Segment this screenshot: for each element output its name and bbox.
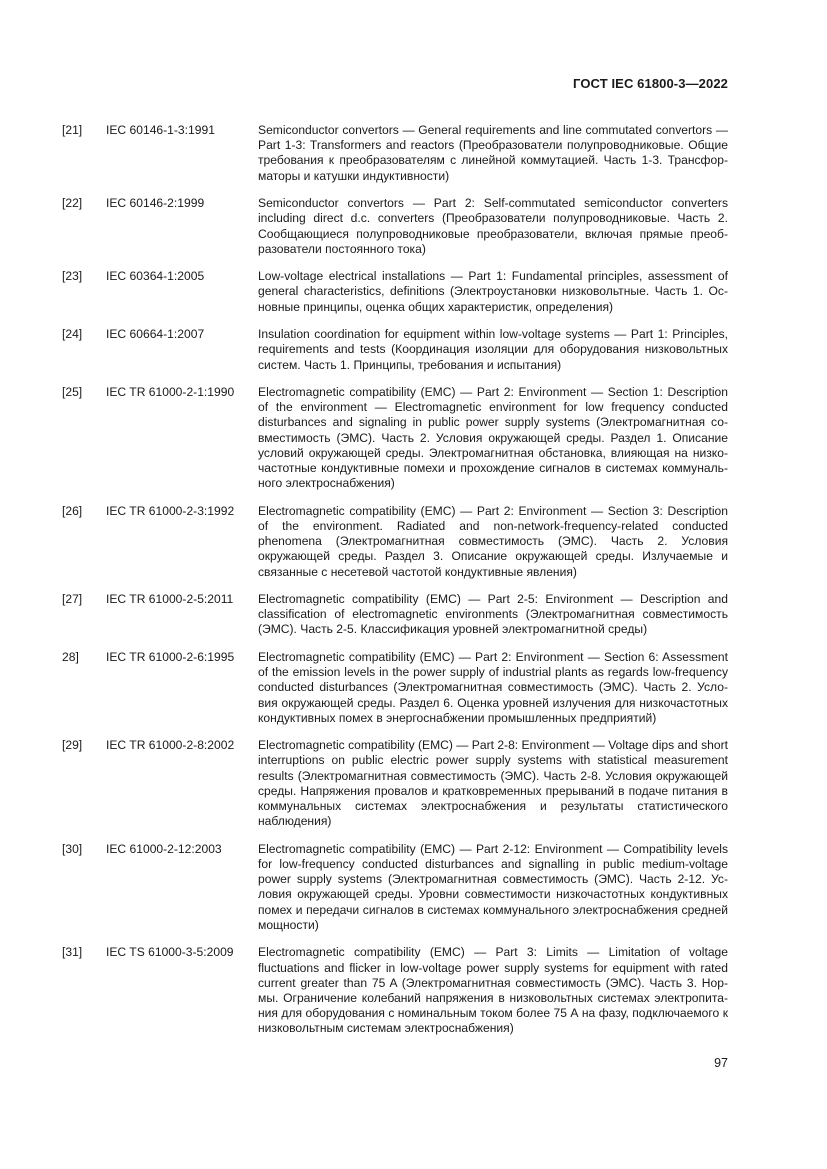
reference-text: Semiconductor convertors — Part 2: Self-commutated semiconductor converters including direct d.c. converters (Преобразователи полупроводниковые. Часть 2. Сообщающиеся полупроводниковые преобразователи, включая прямые преобразователи постоянного тока) <box>258 196 728 256</box>
reference-code: IEC TR 61000-2-6:1995 <box>106 649 235 664</box>
reference-text: Electromagnetic compatibility (EMC) — Part 2-12: Environment — Compatibility levels for low-frequency conducted disturbances and signalling in public medium-voltage power supply systems (Электромагнитная совместимость (ЭМС). Часть 2-12. Условия окружающей среды. Уровни совместимости низкочастотных кондуктивных помех и передачи сигналов в системах коммунального электроснабжения средней мощности) <box>258 841 728 932</box>
page-number: 97 <box>714 1056 728 1070</box>
reference-number: [27] <box>62 592 83 607</box>
reference-28 <box>62 650 728 726</box>
reference-code: IEC TR 61000-2-8:2002 <box>106 738 235 753</box>
reference-code: IEC 60664-1:2007 <box>106 327 205 342</box>
reference-25 <box>62 385 728 491</box>
reference-number: [22] <box>62 196 83 211</box>
reference-code: IEC 60364-1:2005 <box>106 269 205 284</box>
reference-number: [30] <box>62 841 83 856</box>
reference-number: [29] <box>62 738 83 753</box>
reference-26 <box>62 504 728 580</box>
reference-27 <box>62 592 728 638</box>
reference-number: [26] <box>62 503 83 518</box>
reference-23 <box>62 269 728 315</box>
reference-number: 28] <box>62 649 79 664</box>
reference-code: IEC TR 61000-2-1:1990 <box>106 385 235 400</box>
bibliography-list <box>62 123 728 1037</box>
reference-code: IEC TR 61000-2-3:1992 <box>106 503 235 518</box>
reference-24 <box>62 327 728 373</box>
reference-22 <box>62 196 728 257</box>
reference-text: Semiconductor convertors — General requirements and line commutated convertors — Part 1-3: Transformers and reactors (Преобразователи полупроводниковые. Общие требования к преобразователям с линейной коммутацией. Часть 1-3. Трансформаторы и катушки индуктивности) <box>258 123 728 183</box>
reference-31 <box>62 945 728 1036</box>
reference-text: Electromagnetic compatibility (EMC) — Part 2: Environment — Section 3: Description of the environment. Radiated and non-network-frequency-related conducted phenomena (Электромагнитная совместимость (ЭМС). Часть 2. Условия окружающей среды. Раздел 3. Описание окружающей среды. Излучаемые и связанные с несетевой частотой кондуктивные явления) <box>258 503 728 579</box>
reference-30 <box>62 842 728 933</box>
document-header: ГОСТ IEC 61800-3—2022 <box>573 76 728 91</box>
reference-code: IEC 61000-2-12:2003 <box>106 841 222 856</box>
reference-21 <box>62 123 728 184</box>
reference-text: Electromagnetic compatibility (EMC) — Part 2: Environment — Section 1: Description of the environment — Electromagnetic environment for low frequency conducted disturbances and signaling in public power supply systems (Электромагнитная совместимость (ЭМС). Часть 2. Условия окружающей среды. Раздел 1. Описание условий окружающей среды. Электромагнитная обстановка, влияющая на низкочастотные кондуктивные помехи и прохождение сигналов в системах коммунального электроснабжения) <box>258 385 728 491</box>
reference-text: Electromagnetic compatibility (EMC) — Part 3: Limits — Limitation of voltage fluctuations and flicker in low-voltage power supply systems for equipment with rated current greater than 75 A (Электромагнитная совместимость (ЭМС). Часть 3. Нормы. Ограничение колебаний напряжения в низковольтных системах электропитания для оборудования с номинальным током более 75 А на фазу, подключаемого к низковольтным системам электроснабжения) <box>258 945 728 1036</box>
reference-number: [21] <box>62 123 83 137</box>
reference-number: [23] <box>62 269 83 284</box>
reference-number: [31] <box>62 945 83 960</box>
reference-code: IEC TR 61000-2-5:2011 <box>106 592 234 607</box>
reference-number: [24] <box>62 327 83 342</box>
reference-text: Electromagnetic compatibility (EMC) — Part 2-5: Environment — Description and classification of electromagnetic environments (Электромагнитная совместимость (ЭМС). Часть 2-5. Классификация уровней электромагнитной среды) <box>258 592 728 637</box>
reference-number: [25] <box>62 385 83 400</box>
reference-text: Low-voltage electrical installations — Part 1: Fundamental principles, assessment of general characteristics, definitions (Электроустановки низковольтные. Часть 1. Основные принципы, оценка общих характеристик, определения) <box>258 269 728 314</box>
reference-29 <box>62 738 728 829</box>
reference-code: IEC TS 61000-3-5:2009 <box>106 945 234 960</box>
reference-code: IEC 60146-2:1999 <box>106 196 205 211</box>
reference-code: IEC 60146-1-3:1991 <box>106 123 215 137</box>
reference-text: Electromagnetic compatibility (EMC) — Part 2-8: Environment — Voltage dips and short interruptions on public electric power supply systems with statistical measurement results (Электромагнитная совместимость (ЭМС). Часть 2-8. Условия окружающей среды. Напряжения провалов и кратковременных прерываний в подаче питания в коммунальных системах электроснабжения и результаты статистического наблюдения) <box>258 738 728 829</box>
reference-text: Insulation coordination for equipment within low-voltage systems — Part 1: Principles, requirements and tests (Координация изоляции для оборудования низковольтных систем. Часть 1. Принципы, требования и испытания) <box>258 327 728 372</box>
reference-text: Electromagnetic compatibility (EMC) — Part 2: Environment — Section 6: Assessment of the emission levels in the power supply of industrial plants as regards low-frequency conducted disturbances (Электромагнитная совместимость (ЭМС). Часть 2. Условия окружающей среды. Раздел 6. Оценка уровней излучения для низкочастотных кондуктивных помех в энергоснабжении промышленных предприятий) <box>258 649 728 725</box>
